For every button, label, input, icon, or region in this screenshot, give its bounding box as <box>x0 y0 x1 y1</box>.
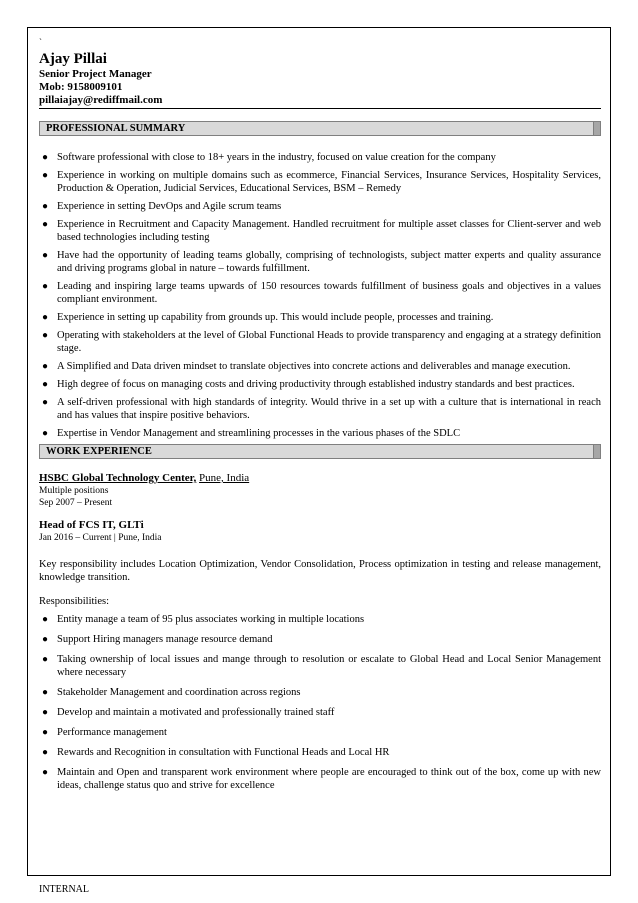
bullet-icon: ● <box>42 687 49 698</box>
bullet-icon: ● <box>42 654 49 665</box>
list-item: ● Maintain and Open and transparent work environment where people are encouraged to think out of the box, come up with new ideas, challenge status quo and strive for excellence <box>42 767 601 791</box>
company-name: HSBC Global Technology Center, <box>39 472 197 484</box>
list-item: ● Experience in setting DevOps and Agile scrum teams <box>42 201 282 212</box>
header-tick: ` <box>39 37 42 47</box>
key-responsibility: Key responsibility includes Location Optimization, Vendor Consolidation, Process optimization in testing and release management, knowledge transition. <box>39 559 601 583</box>
section-heading: WORK EXPERIENCE <box>46 446 152 457</box>
bullet-icon: ● <box>42 707 49 718</box>
section-work-experience <box>39 444 601 459</box>
company-location: Pune, India <box>199 472 250 484</box>
section-endcap <box>593 445 600 458</box>
bullet-icon: ● <box>42 767 49 778</box>
candidate-title: Senior Project Manager <box>39 68 152 80</box>
bullet-icon: ● <box>42 170 49 181</box>
list-item: ● Have had the opportunity of leading teams globally, comprising of technologists, subject matter experts and quality assurance and driving programs global in nature – towards fulfillment. <box>42 250 601 274</box>
list-item: ● Entity manage a team of 95 plus associates working in multiple locations <box>42 614 365 625</box>
bullet-icon: ● <box>42 219 49 230</box>
list-item: ● Support Hiring managers manage resource demand <box>42 634 273 645</box>
candidate-name: Ajay Pillai <box>39 51 107 67</box>
candidate-mobile: Mob: 9158009101 <box>39 81 123 93</box>
role-period: Jan 2016 – Current | Pune, India <box>39 533 162 543</box>
bullet-icon: ● <box>42 397 49 408</box>
resume-content <box>39 38 601 799</box>
employment-period: Sep 2007 – Present <box>39 498 113 508</box>
list-item: ● Expertise in Vendor Management and streamlining processes in the various phases of the SDLC <box>42 428 461 439</box>
company-line <box>39 472 601 485</box>
list-item: ● Experience in working on multiple domains such as ecommerce, Financial Services, Insurance Services, Hospitality Services, Production & Operation, Judicial Services, Educational Services, BSM – Remedy <box>42 170 601 194</box>
bullet-icon: ● <box>42 727 49 738</box>
section-professional-summary <box>39 121 601 136</box>
bullet-icon: ● <box>42 361 49 372</box>
role-title: Head of FCS IT, GLTi <box>39 519 144 531</box>
list-item: ● Software professional with close to 18+ years in the industry, focused on value creation for the company <box>42 152 496 163</box>
responsibilities-list <box>39 613 601 792</box>
bullet-icon: ● <box>42 312 49 323</box>
list-item: ● A self-driven professional with high standards of integrity. Would thrive in a set up with a culture that is international in reach and has values that inspire positive behaviors. <box>42 397 601 421</box>
responsibilities-label: Responsibilities: <box>39 596 110 607</box>
bullet-icon: ● <box>42 428 49 439</box>
header-rule <box>39 108 601 109</box>
list-item: ● Rewards and Recognition in consultation with Functional Heads and Local HR <box>42 747 390 758</box>
list-item: ● Develop and maintain a motivated and professionally trained staff <box>42 707 335 718</box>
section-heading: PROFESSIONAL SUMMARY <box>46 123 186 134</box>
bullet-icon: ● <box>42 201 49 212</box>
summary-list <box>39 151 601 440</box>
list-item: ● A Simplified and Data driven mindset to translate objectives into concrete actions and deliverables and manage execution. <box>42 361 571 372</box>
bullet-icon: ● <box>42 614 49 625</box>
bullet-icon: ● <box>42 634 49 645</box>
list-item: ● Stakeholder Management and coordination across regions <box>42 687 301 698</box>
bullet-icon: ● <box>42 379 49 390</box>
list-item: ● Taking ownership of local issues and mange through to resolution or escalate to Global Head and Local Senior Management where necessary <box>42 654 601 678</box>
bullet-icon: ● <box>42 281 49 292</box>
bullet-icon: ● <box>42 250 49 261</box>
list-item: ● Experience in setting up capability from grounds up. This would include people, processes and training. <box>42 312 494 323</box>
positions-label: Multiple positions <box>39 486 109 496</box>
list-item: ● Experience in Recruitment and Capacity Management. Handled recruitment for multiple asset classes for Client-server and web based technologies including testing <box>42 219 601 243</box>
list-item: ● Performance management <box>42 727 167 738</box>
candidate-email: pillaiajay@rediffmail.com <box>39 94 163 106</box>
classification-footer: INTERNAL <box>39 884 89 895</box>
list-item: ● High degree of focus on managing costs and driving productivity through established industry standards and best practices. <box>42 379 575 390</box>
bullet-icon: ● <box>42 747 49 758</box>
list-item: ● Operating with stakeholders at the level of Global Functional Heads to provide transparency and engaging at a strategy definition stage. <box>42 330 601 354</box>
bullet-icon: ● <box>42 330 49 341</box>
bullet-icon: ● <box>42 152 49 163</box>
section-endcap <box>593 122 600 135</box>
list-item: ● Leading and inspiring large teams upwards of 150 resources towards fulfillment of business goals and objectives in a values compliant environment. <box>42 281 601 305</box>
